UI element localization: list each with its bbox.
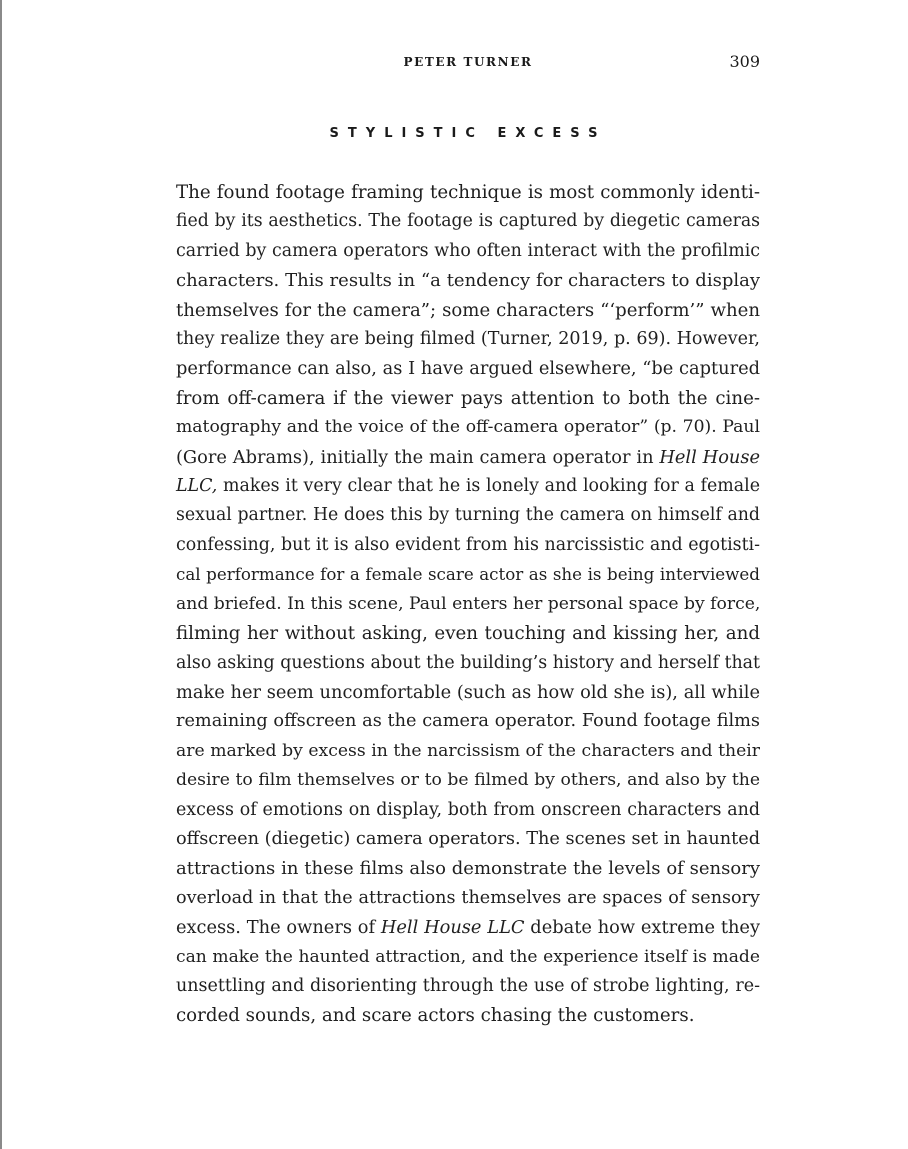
text-line: from off-camera if the viewer pays attention to both the cine- — [176, 387, 760, 409]
text-line: characters. This results in “a tendency for characters to display — [176, 270, 760, 292]
text-line: carried by camera operators who often interact with the profilmic — [176, 240, 760, 261]
text-line-with-italic — [176, 472, 760, 501]
text-line: and briefed. In this scene, Paul enters her personal space by force, — [176, 593, 761, 614]
text-line: offscreen (diegetic) camera operators. The scenes set in haunted — [176, 828, 761, 849]
text-line: fied by its aesthetics. The footage is captured by diegetic cameras — [176, 211, 760, 232]
line-segment: debate how extreme they — [524, 917, 760, 939]
text-line: also asking questions about the building’s history and herself that — [176, 652, 760, 673]
text-line: they realize they are being filmed (Turner, 2019, p. 69). However, — [176, 329, 760, 350]
text-line: The found footage framing technique is most commonly identi- — [176, 182, 760, 203]
text-line: remaining offscreen as the camera operator. Found footage films — [176, 711, 760, 732]
text-line: are marked by excess in the narcissism of the characters and their — [176, 740, 760, 761]
text-line: unsettling and disorienting through the use of strobe lighting, re- — [176, 975, 760, 996]
text-line: matography and the voice of the off-camera operator” (p. 70). Paul — [176, 417, 760, 438]
text-line: make her seem uncomfortable (such as how old she is), all while — [176, 681, 760, 703]
text-line: can make the haunted attraction, and the experience itself is made — [176, 946, 760, 967]
line-segment: makes it very clear that he is lonely and looking for a female — [217, 476, 760, 497]
text-line: filming her without asking, even touching and kissing her, and — [176, 623, 760, 645]
text-line: excess of emotions on display, both from onscreen characters and — [176, 799, 760, 820]
film-title-italic: Hell House — [659, 446, 760, 468]
text-line-with-italic — [176, 443, 760, 472]
text-line: attractions in these films also demonstrate the levels of sensory — [176, 858, 760, 880]
text-line: performance can also, as I have argued elsewhere, “be captured — [176, 358, 760, 380]
section-heading: STYLISTIC EXCESS — [329, 126, 607, 141]
text-line: desire to film themselves or to be filmed by others, and also by the — [176, 770, 760, 791]
page-number: 309 — [729, 52, 760, 71]
text-line: confessing, but it is also evident from his narcissistic and egotisti- — [176, 534, 760, 555]
film-title-italic: Hell House LLC — [380, 917, 525, 939]
line-segment: excess. The owners of — [176, 917, 381, 939]
running-head — [176, 52, 760, 74]
text-line: sexual partner. He does this by turning the camera on himself and — [176, 505, 760, 526]
running-head-author: PETER TURNER — [403, 55, 533, 69]
text-line-with-italic — [176, 913, 760, 942]
text-line: themselves for the camera”; some characters “‘perform’” when — [176, 299, 760, 321]
line-segment: (Gore Abrams), initially the main camera operator in — [176, 446, 660, 468]
text-line: overload in that the attractions themselves are spaces of sensory — [176, 887, 760, 908]
text-line-last: corded sounds, and scare actors chasing the customers. — [176, 1005, 695, 1027]
body-paragraph — [176, 178, 760, 1031]
text-line: cal performance for a female scare actor as she is being interviewed — [176, 564, 760, 585]
film-title-italic: LLC, — [176, 476, 218, 497]
